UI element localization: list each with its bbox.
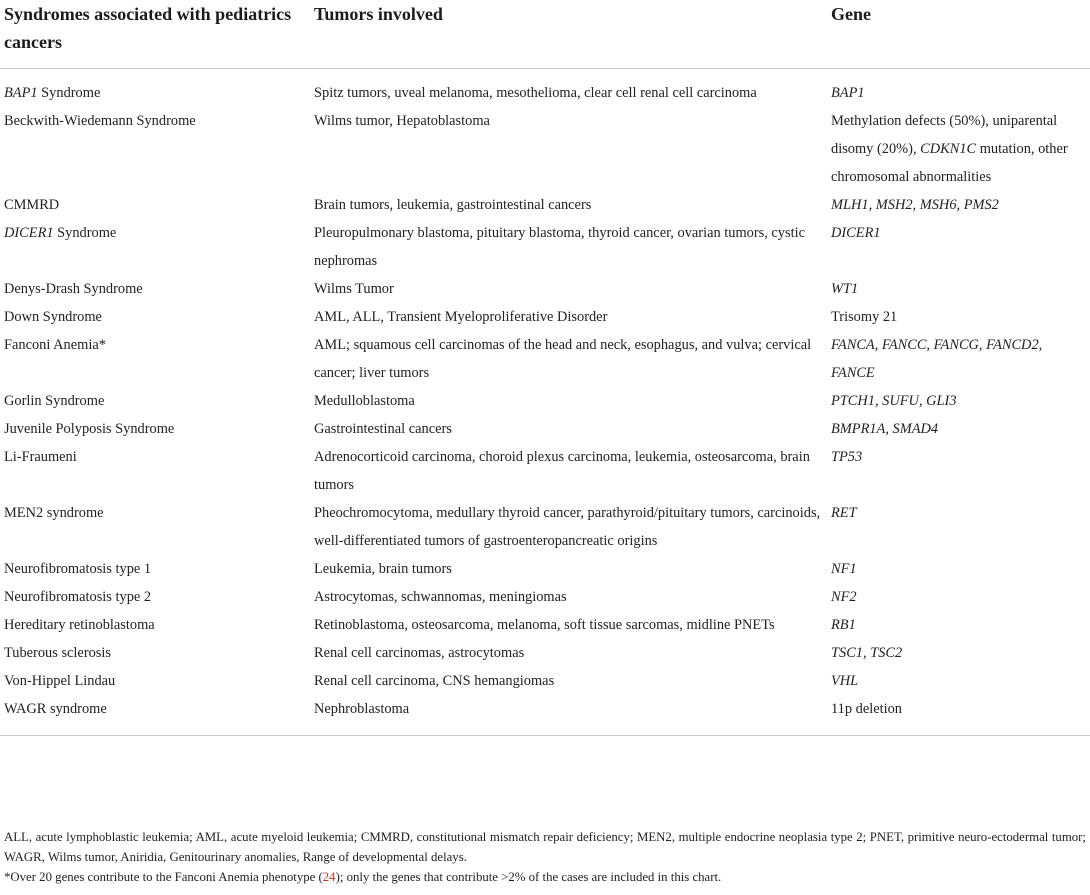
- gene-symbol: MLH1, MSH2, MSH6, PMS2: [831, 197, 999, 213]
- fanconi-note-text: *Over 20 genes contribute to the Fanconi Anemia phenotype (: [4, 870, 323, 884]
- syndrome-cell: DICER1 Syndrome: [4, 225, 117, 241]
- fanconi-note-text: ); only the genes that contribute >2% of the cases are included in this chart.: [335, 870, 722, 884]
- table-header: [0, 0, 1090, 69]
- gene-cell: [831, 219, 1090, 275]
- gene-symbol: BAP1: [4, 85, 38, 101]
- table-row: [0, 219, 1090, 275]
- gene-symbol: RET: [831, 505, 857, 521]
- gene-symbol: VHL: [831, 673, 859, 689]
- syndrome-cell: MEN2 syndrome: [4, 505, 104, 521]
- table-row: [0, 639, 1090, 667]
- tumors-cell: Gastrointestinal cancers: [314, 421, 452, 437]
- tumors-cell: AML; squamous cell carcinomas of the head and neck, esophagus, and vulva; cervical cancer; liver tumors: [314, 337, 812, 381]
- table-row: [0, 107, 1090, 191]
- tumors-cell: AML, ALL, Transient Myeloproliferative Disorder: [314, 309, 608, 325]
- header-tumors: Tumors involved: [314, 4, 443, 24]
- syndrome-cell: Denys-Drash Syndrome: [4, 281, 143, 297]
- tumors-cell: Pleuropulmonary blastoma, pituitary blastoma, thyroid cancer, ovarian tumors, cystic nephromas: [314, 225, 805, 269]
- tumors-cell: Wilms tumor, Hepatoblastoma: [314, 113, 490, 129]
- gene-symbol: NF2: [831, 589, 857, 605]
- syndrome-cell: BAP1 Syndrome: [4, 85, 101, 101]
- syndrome-cell: WAGR syndrome: [4, 701, 107, 717]
- syndrome-cell: Tuberous sclerosis: [4, 645, 112, 661]
- gene-cell: [831, 555, 1090, 583]
- tumors-cell: Spitz tumors, uveal melanoma, mesothelioma, clear cell renal cell carcinoma: [314, 85, 757, 101]
- syndrome-cell: Beckwith-Wiedemann Syndrome: [4, 113, 196, 129]
- table-row: [0, 331, 1090, 387]
- gene-cell: 11p deletion: [831, 701, 903, 717]
- abbreviations-note: ALL, acute lymphoblastic leukemia; AML, acute myeloid leukemia; CMMRD, constitutional mismatch repair deficiency; MEN2, multiple endocrine neoplasia type 2; PNET, primitive neuro-ectodermal tumor; WAGR, Wilms tumor, Aniridia, Genitourinary anomalies, Range of developmental delays.: [4, 830, 1086, 864]
- tumors-cell: Adrenocorticoid carcinoma, choroid plexus carcinoma, leukemia, osteosarcoma, brain tumors: [314, 449, 810, 493]
- table-row: [0, 499, 1090, 555]
- gene-symbol: TSC1, TSC2: [831, 645, 903, 661]
- gene-symbol: FANCA, FANCC, FANCG, FANCD2, FANCE: [831, 337, 1043, 381]
- table-row: [0, 303, 1090, 331]
- syndrome-cell: CMMRD: [4, 197, 60, 213]
- table-row: [0, 69, 1090, 108]
- gene-symbol: WT1: [831, 281, 859, 297]
- gene-symbol: DICER1: [831, 225, 881, 241]
- tumors-cell: Medulloblastoma: [314, 393, 415, 409]
- header-row: [0, 0, 1090, 69]
- tumors-cell: Renal cell carcinoma, CNS hemangiomas: [314, 673, 555, 689]
- table-row: [0, 555, 1090, 583]
- table-row: [0, 667, 1090, 695]
- table-footnotes: [4, 827, 1086, 887]
- table-row: [0, 443, 1090, 499]
- syndrome-cell: Gorlin Syndrome: [4, 393, 105, 409]
- gene-symbol: PTCH1, SUFU, GLI3: [831, 393, 957, 409]
- table-row: [0, 583, 1090, 611]
- header-gene: Gene: [831, 4, 871, 24]
- table-row: [0, 695, 1090, 736]
- gene-symbol: RB1: [831, 617, 856, 633]
- gene-cell: [831, 331, 1090, 387]
- gene-symbol: NF1: [831, 561, 857, 577]
- gene-symbol: DICER1: [4, 225, 54, 241]
- gene-cell: Trisomy 21: [831, 309, 898, 325]
- gene-cell: [831, 415, 1090, 443]
- gene-cell: Methylation defects (50%), uniparental disomy (20%), CDKN1C mutation, other chromosomal abnormalities: [831, 113, 1068, 185]
- gene-cell: [831, 387, 1090, 415]
- tumors-cell: Retinoblastoma, osteosarcoma, melanoma, soft tissue sarcomas, midline PNETs: [314, 617, 775, 633]
- gene-cell: [831, 69, 1090, 108]
- gene-symbol: TP53: [831, 449, 863, 465]
- syndrome-cell: Li-Fraumeni: [4, 449, 77, 465]
- tumors-cell: Renal cell carcinomas, astrocytomas: [314, 645, 525, 661]
- tumors-cell: Astrocytomas, schwannomas, meningiomas: [314, 589, 567, 605]
- table-row: [0, 191, 1090, 219]
- tumors-cell: Leukemia, brain tumors: [314, 561, 452, 577]
- fanconi-note: [4, 867, 1086, 887]
- syndrome-cell: Hereditary retinoblastoma: [4, 617, 155, 633]
- gene-cell: [831, 667, 1090, 695]
- syndrome-cell: Fanconi Anemia*: [4, 337, 106, 353]
- gene-symbol: BAP1: [831, 85, 865, 101]
- table-row: [0, 611, 1090, 639]
- gene-cell: [831, 583, 1090, 611]
- gene-cell: [831, 275, 1090, 303]
- gene-cell: [831, 499, 1090, 555]
- syndrome-cell: Neurofibromatosis type 1: [4, 561, 152, 577]
- reference-link[interactable]: 24: [322, 870, 336, 884]
- tumors-cell: Pheochromocytoma, medullary thyroid cancer, parathyroid/pituitary tumors, carcinoids, well-differentiated tumors of gastroenteropancreatic origins: [314, 505, 821, 549]
- syndrome-cell: Neurofibromatosis type 2: [4, 589, 152, 605]
- syndrome-cell: Juvenile Polyposis Syndrome: [4, 421, 175, 437]
- gene-cell: [831, 443, 1090, 499]
- gene-symbol: CDKN1C: [920, 141, 977, 157]
- table-row: [0, 415, 1090, 443]
- tumors-cell: Nephroblastoma: [314, 701, 410, 717]
- syndrome-cell: Von-Hippel Lindau: [4, 673, 116, 689]
- syndrome-cell: Down Syndrome: [4, 309, 102, 325]
- table-body: [0, 69, 1090, 736]
- table-row: [0, 275, 1090, 303]
- header-syndromes: Syndromes associated with pediatrics cancers: [4, 4, 292, 52]
- gene-cell: [831, 611, 1090, 639]
- gene-cell: [831, 639, 1090, 667]
- tumors-cell: Brain tumors, leukemia, gastrointestinal cancers: [314, 197, 592, 213]
- gene-symbol: BMPR1A, SMAD4: [831, 421, 939, 437]
- gene-cell: [831, 191, 1090, 219]
- table-row: [0, 387, 1090, 415]
- tumors-cell: Wilms Tumor: [314, 281, 394, 297]
